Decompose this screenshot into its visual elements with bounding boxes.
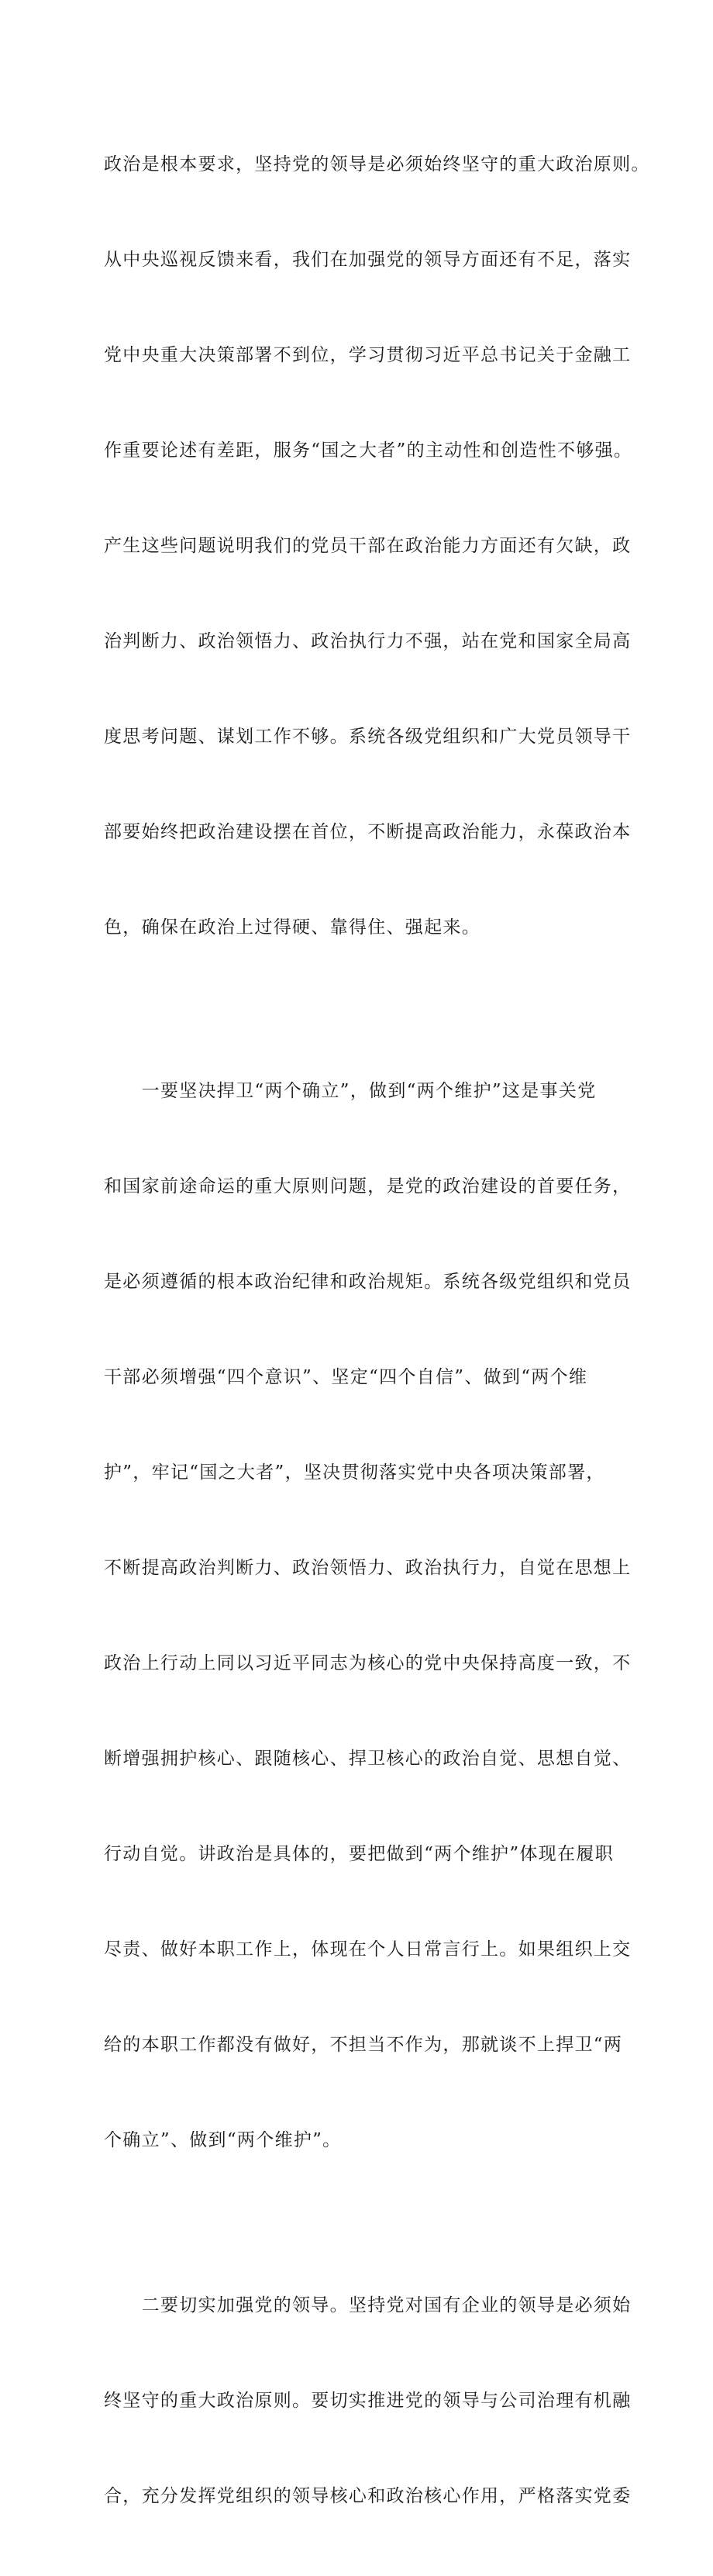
text-line: 部要始终把政治建设摆在首位，不断提高政治能力，永葆政治本	[104, 822, 632, 842]
text-line: 干部必须增强“四个意识”、坚定“四个自信”、做到“两个维	[104, 1367, 588, 1387]
paragraph-party-leadership	[104, 2226, 632, 2576]
text-line: 从中央巡视反馈来看，我们在加强党的领导方面还有不足，落实	[104, 250, 632, 270]
document-body	[104, 85, 650, 2576]
text-line: 二要切实加强党的领导。坚持党对国有企业的领导是必须始	[104, 2295, 632, 2315]
text-line: 党中央重大决策部署不到位，学习贯彻习近平总书记关于金融工	[104, 345, 632, 365]
text-line: 合，充分发挥党组织的领导核心和政治核心作用，严格落实党委	[104, 2486, 632, 2506]
text-line: 终坚守的重大政治原则。要切实推进党的领导与公司治理有机融	[104, 2391, 632, 2411]
paragraph-political-principle	[104, 85, 650, 1007]
text-line: 度思考问题、谋划工作不够。系统各级党组织和广大党员领导干	[104, 727, 632, 747]
text-line: 尽责、做好本职工作上，体现在个人日常言行上。如果组织上交	[104, 1939, 632, 1960]
text-line: 给的本职工作都没有做好，不担当不作为，那就谈不上捍卫“两	[104, 2035, 623, 2055]
paragraph-two-establishments	[104, 1012, 632, 2220]
text-line: 一要坚决捍卫“两个确立”，做到“两个维护”这是事关党	[104, 1081, 597, 1101]
text-line: 不断提高政治判断力、政治领悟力、政治执行力，自觉在思想上	[104, 1558, 632, 1578]
text-line: 断增强拥护核心、跟随核心、捍卫核心的政治自觉、思想自觉、	[104, 1749, 632, 1769]
text-line: 色，确保在政治上过得硬、靠得住、强起来。	[104, 917, 480, 938]
text-line: 是必须遵循的根本政治纪律和政治规矩。系统各级党组织和党员	[104, 1272, 632, 1292]
text-line: 治判断力、政治领悟力、政治执行力不强，站在党和国家全局高	[104, 631, 632, 651]
text-line: 政治是根本要求，坚持党的领导是必须始终坚守的重大政治原则。	[104, 154, 650, 174]
text-line: 和国家前途命运的重大原则问题，是党的政治建设的首要任务，	[104, 1176, 632, 1196]
text-line: 政治上行动上同以习近平同志为核心的党中央保持高度一致，不	[104, 1653, 632, 1673]
text-line: 行动自觉。讲政治是具体的，要把做到“两个维护”体现在履职	[104, 1844, 614, 1864]
text-line: 作重要论述有差距，服务“国之大者”的主动性和创造性不够强。	[104, 440, 633, 461]
text-line: 产生这些问题说明我们的党员干部在政治能力方面还有欠缺，政	[104, 536, 632, 556]
text-line: 护”，牢记“国之大者”，坚决贯彻落实党中央各项决策部署，	[104, 1462, 605, 1483]
text-line: 个确立”、做到“两个维护”。	[104, 2130, 342, 2150]
